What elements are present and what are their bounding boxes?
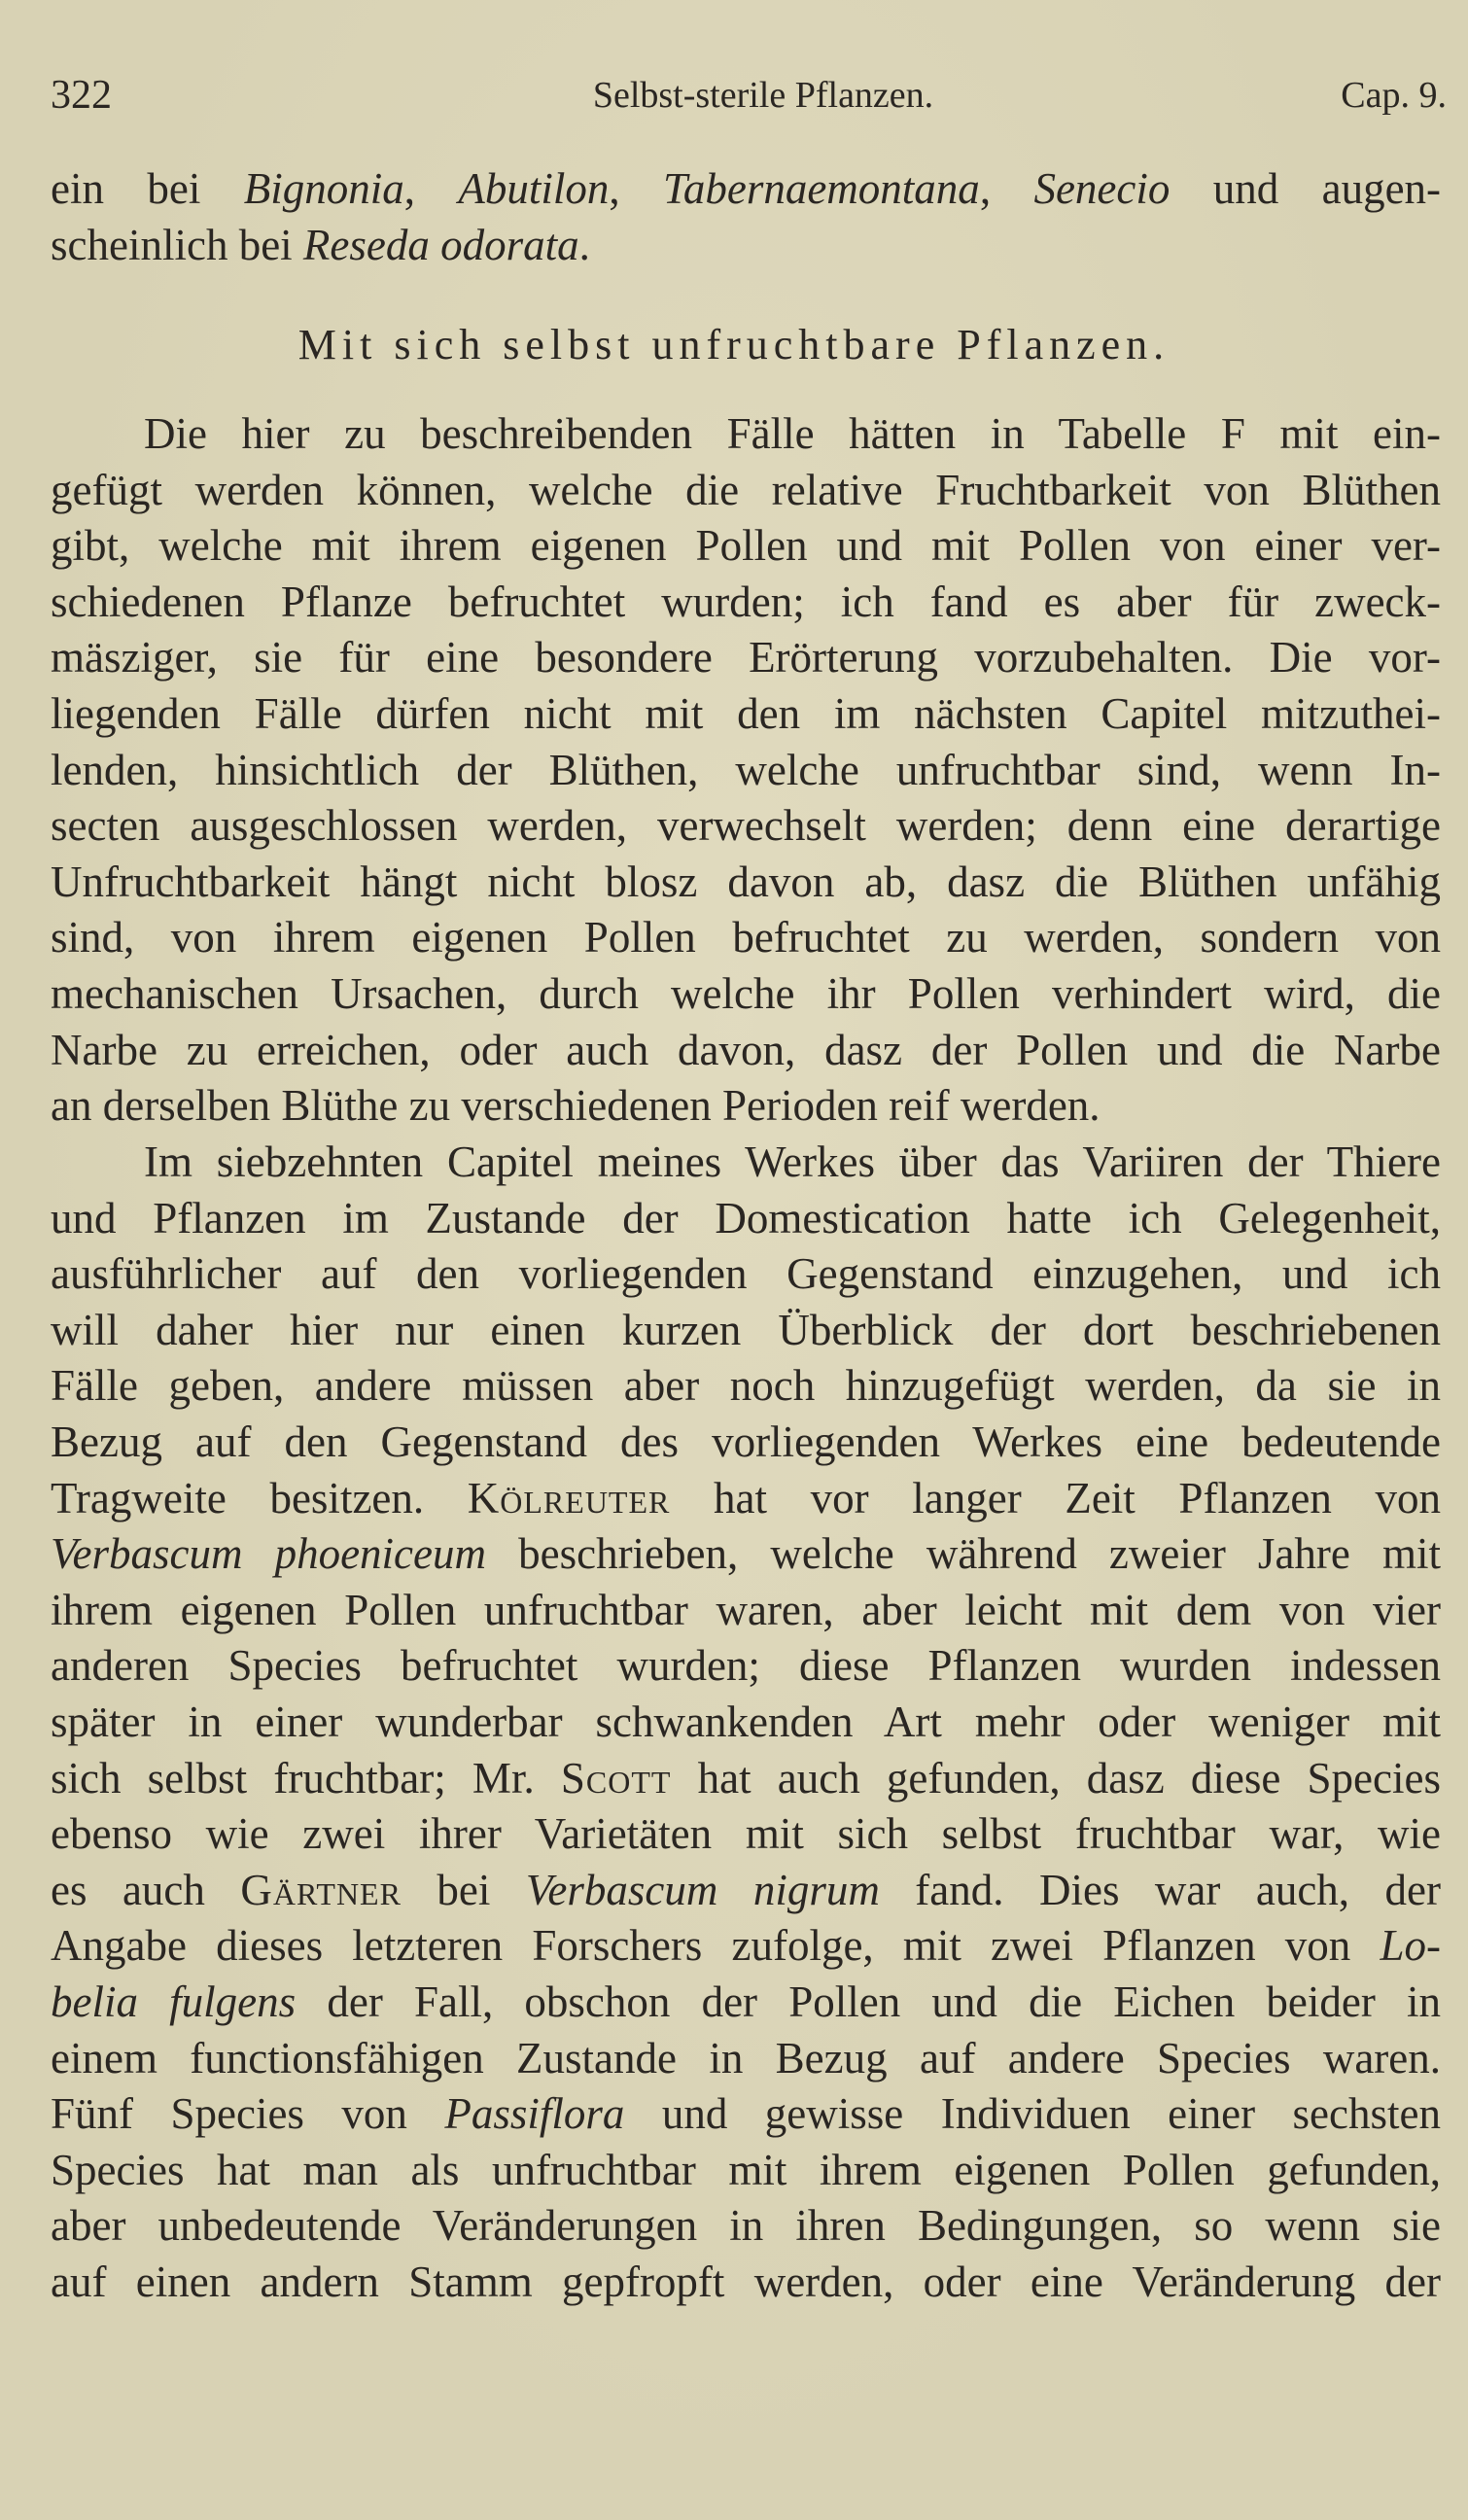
text-line: mäsziger, sie für eine besondere Erörterung vorzubehalten. Die vor-: [51, 633, 1441, 682]
text-line: ebenso wie zwei ihrer Varietäten mit sich selbst fruchtbar war, wie: [51, 1809, 1441, 1859]
paragraph-2: [51, 1135, 1441, 2310]
text-line: belia fulgens der Fall, obschon der Pollen und die Eichen beider in: [51, 1977, 1441, 2026]
text-line: secten ausgeschlossen werden, verwechselt werden; denn eine derartige: [51, 801, 1441, 851]
text-line: später in einer wunderbar schwankenden Art mehr oder weniger mit: [51, 1697, 1441, 1746]
text-line: anderen Species befruchtet wurden; diese Pflanzen wurden indessen: [51, 1641, 1441, 1691]
text-line: ausführlicher auf den vorliegenden Gegenstand einzugehen, und ich: [51, 1249, 1441, 1299]
text-line: Fünf Species von Passiflora und gewisse Individuen einer sechsten: [51, 2089, 1441, 2139]
text-line: liegenden Fälle dürfen nicht mit den im nächsten Capitel mitzuthei-: [51, 688, 1441, 738]
author-name: Kölreuter: [467, 1473, 671, 1522]
text-line: sich selbst fruchtbar; Mr. Scott hat auch gefunden, dasz diese Species: [51, 1753, 1441, 1802]
text-line: Tragweite besitzen. Kölreuter hat vor langer Zeit Pflanzen von: [51, 1473, 1442, 1522]
text-line: Narbe zu erreichen, oder auch davon, dasz der Pollen und die Narbe: [51, 1025, 1441, 1074]
text-line: schiedenen Pflanze befruchtet wurden; ich fand es aber für zweck-: [51, 577, 1441, 626]
text-line: Verbascum phoeniceum beschrieben, welche während zweier Jahre mit: [51, 1529, 1441, 1579]
page-header: [51, 66, 1447, 124]
intro-paragraph: [51, 161, 1441, 273]
paragraph-1: [51, 406, 1441, 1135]
author-name: Scott: [560, 1753, 672, 1802]
text-line: Die hier zu beschreibenden Fälle hätten in Tabelle F mit ein-: [144, 409, 1441, 458]
text-line: ein bei Bignonia, Abutilon, Tabernaemontana, Senecio und augen-: [51, 164, 1442, 213]
text-line: Angabe dieses letzteren Forschers zufolge, mit zwei Pflanzen von Lo-: [51, 1921, 1441, 1971]
section-title: Mit sich selbst unfruchtbare Pflanzen.: [297, 321, 1171, 368]
text-line: einem functionsfähigen Zustande in Bezug auf andere Species waren.: [51, 2033, 1441, 2082]
text-line: mechanischen Ursachen, durch welche ihr Pollen verhindert wird, die: [51, 968, 1441, 1018]
text-line: will daher hier nur einen kurzen Überblick der dort beschriebenen: [51, 1305, 1441, 1354]
text-line: lenden, hinsichtlich der Blüthen, welche unfruchtbar sind, wenn In-: [51, 745, 1441, 794]
text-line: und Pflanzen im Zustande der Domestication hatte ich Gelegenheit,: [51, 1193, 1441, 1242]
text-line: Bezug auf den Gegenstand des vorliegenden Werkes eine bedeutende: [51, 1417, 1441, 1466]
text-line: es auch Gärtner bei Verbascum nigrum fand. Dies war auch, der: [51, 1865, 1441, 1914]
text-line: aber unbedeutende Veränderungen in ihren Bedingungen, so wenn sie: [51, 2201, 1441, 2251]
text-line: sind, von ihrem eigenen Pollen befruchtet zu werden, sondern von: [51, 913, 1441, 962]
text-line: gefügt werden können, welche die relative Fruchtbarkeit von Blüthen: [51, 465, 1441, 514]
text-line: Fälle geben, andere müssen aber noch hinzugefügt werden, da sie in: [51, 1361, 1441, 1411]
text-line: Im siebzehnten Capitel meines Werkes über das Variiren der Thiere: [144, 1138, 1441, 1186]
text-line: gibt, welche mit ihrem eigenen Pollen und mit Pollen von einer ver-: [51, 521, 1441, 571]
page-number: 322: [51, 73, 112, 118]
text-line: ihrem eigenen Pollen unfruchtbar waren, aber leicht mit dem von vier: [51, 1585, 1441, 1634]
text-line: Unfruchtbarkeit hängt nicht blosz davon ab, dasz die Blüthen unfähig: [51, 857, 1441, 906]
text-line: scheinlich bei Reseda odorata.: [51, 220, 590, 269]
author-name: Gärtner: [240, 1865, 402, 1914]
running-title: Selbst-sterile Pflanzen.: [592, 75, 934, 116]
text-line: an derselben Blüthe zu verschiedenen Perioden reif werden.: [51, 1081, 1101, 1131]
text-line: auf einen andern Stamm gepfropft werden, oder eine Veränderung der: [51, 2257, 1441, 2306]
chapter-label: Cap. 9.: [1341, 75, 1447, 116]
text-line: Species hat man als unfruchtbar mit ihrem eigenen Pollen gefunden,: [51, 2145, 1441, 2194]
